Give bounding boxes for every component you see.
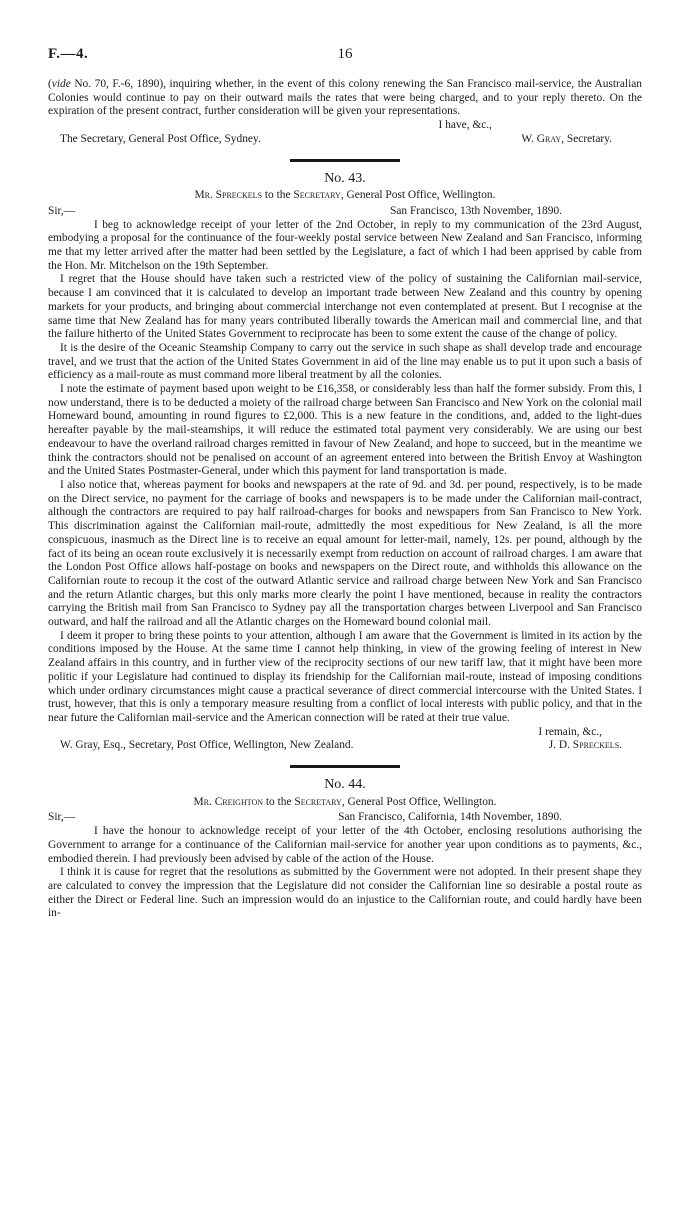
continuation-paragraph: (vide No. 70, F.-6, 1890), inquiring whether, in the event of this colony renewing the San Francisco mail-service, the Australian Colonies would continue to pay on their outward mails the rates that were being charged, and to your reply thereto. On the expiration of the present contract, further consideration will be given your representations. xyxy=(48,78,642,118)
signature-row xyxy=(48,739,642,753)
letter-paragraph: It is the desire of the Oceanic Steamship Company to carry out the service in such shape as shall develop trade and encourage travel, and we trust that the action of the United States Government in aid of the line may enable us to put it upon such a basis of efficiency as a mail-route as must command more liberal treatment by all the colonies. xyxy=(48,341,642,382)
letter-number: No. 44. xyxy=(324,777,366,793)
place-date: San Francisco, California, 14th November, 1890. xyxy=(338,811,562,824)
signature-row xyxy=(48,133,642,147)
page-number: 16 xyxy=(337,46,353,62)
letter-number: No. 43. xyxy=(324,170,366,186)
salutation-row xyxy=(48,811,642,825)
signature: W. Gray, Secretary. xyxy=(521,132,612,145)
signature: J. D. Spreckels. xyxy=(548,739,622,752)
addressee: W. Gray, Esq., Secretary, Post Office, Wellington, New Zealand. xyxy=(60,739,354,752)
letter-heading: Mr. Creighton to the Secretary, General Post Office, Wellington. xyxy=(193,795,497,808)
letter-heading: Mr. Spreckels to the Secretary, General Post Office, Wellington. xyxy=(194,189,496,202)
letter-paragraph: I beg to acknowledge receipt of your letter of the 2nd October, in reply to my communication of the 23rd August, embodying a proposal for the continuance of the four-weekly postal service between New Zealand and San Francisco, informing me that my letter arrived after the matter had been settled by the Legislature, a fact of which I had been apprised by cable from the Hon. Mr. Mitchelson on the 19th September. xyxy=(48,218,642,272)
closing-line: I remain, &c., xyxy=(538,725,602,738)
salutation: Sir,— xyxy=(48,811,76,824)
letter-paragraph: I also notice that, whereas payment for books and newspapers at the rate of 9d. and 3d. per pound, respectively, is to be made on the Direct service, no payment for the carriage of books and newspapers is to be made under the Californian mail-contract, although the contractors are required to pay half railroad-charges for books and newspapers from San Francisco to New York. This discrimination against the Californian mail-route, admittedly the most expeditious for New Zealand, is all the more conspicuous, inasmuch as the Direct line is to receive an equal amount for letter-mail, namely, 12s. per pound, although by the fact of its being an ocean route exclusively it is necessarily exempt from reduction on account of railroad charges. I am aware that the London Post Office allows half-postage on books and newspapers on the Direct route, and withholds this allowance on the Californian route to recoup it the cost of the outward Atlantic service and railroad charge between New York and San Francisco and the return Atlantic charges, but this only marks more clearly the point I have mentioned, because in reality the contractors carrying the British mail from San Francisco to Sydney pay all the transportation charges between Liverpool and San Francisco outward, and half the railroad and all the Atlantic charges on the Homeward bound colonial mail. xyxy=(48,478,642,629)
letter-paragraph: I note the estimate of payment based upon weight to be £16,358, or considerably less than half the former subsidy. From this, I now understand, there is to be deducted a moiety of the railroad charge between San Francisco and New York on the colonial mail Homeward bound, amounting in round figures to £2,000. This is a new feature in the conditions, and, added to the light-dues hereafter payable by the mail-steamships, it will reduce the estimated total payment very considerably. We are using our best endeavour to have the overland railroad charges remitted in favour of New Zealand, and hope to succeed, but in the meantime we think the contractors should not be penalised on account of an agreement entered into between the British Envoy at Washington and the United States Postmaster-General, under which this payment for land transportation is made. xyxy=(48,383,642,478)
closing-line: I have, &c., xyxy=(438,119,492,132)
page-header xyxy=(48,48,642,78)
vide-word: vide xyxy=(51,78,71,90)
letter-paragraph: I think it is cause for regret that the resolutions as submitted by the Government were not adopted. In their present shape they are calculated to convey the impression that the Legislature did not consider the Californian line so desirable a postal route as either the Direct or Federal line. Such an impression would do an injustice to the Californian route, and could hardly have been in- xyxy=(48,866,642,920)
salutation-row xyxy=(48,205,642,219)
report-code: F.—4. xyxy=(48,46,89,62)
addressee: The Secretary, General Post Office, Sydney. xyxy=(60,132,261,145)
place-date: San Francisco, 13th November, 1890. xyxy=(390,204,562,217)
section-divider xyxy=(290,765,400,768)
letter-paragraph: I deem it proper to bring these points to your attention, although I am aware that the Government is limited in its action by the conditions imposed by the House. At the same time I cannot help thinking, in view of the growing feeling of interest in New Zealand affairs in this country, and in further view of the reciprocity sections of our new tariff law, that it might have been more politic if your Legislature had continued to display its friendship for the Californian mail-route, instead of imposing conditions which under ordinary circumstances might cause a practical severance of direct commercial intercourse with the United States. I trust, however, that this is only a temporary measure resulting from a conflict of local interests with public policy, and that in the near future the Californian mail-service and the American connection will be rated at their true value. xyxy=(48,629,642,724)
letter-paragraph: I have the honour to acknowledge receipt of your letter of the 4th October, enclosing resolutions authorising the Government to arrange for a continuance of the Californian mail-service for another year upon conditions as to payments, &c., embodied therein. I had previously been advised by cable of the action of the House. xyxy=(48,825,642,865)
salutation: Sir,— xyxy=(48,204,76,217)
section-divider xyxy=(290,159,400,162)
letter-paragraph: I regret that the House should have taken such a restricted view of the policy of sustaining the Californian mail-service, because I am convinced that it is calculated to develop an important trade between New Zealand and this country by opening markets for your products, and bringing about commercial interchange not even contemplated at present. But I recognise at the same time that New Zealand has for many years contributed liberally towards the American mail and commercial line, and that the failure hitherto of the United States Government to reciprocate has been to some extent the cause of the change of policy. xyxy=(48,273,642,341)
